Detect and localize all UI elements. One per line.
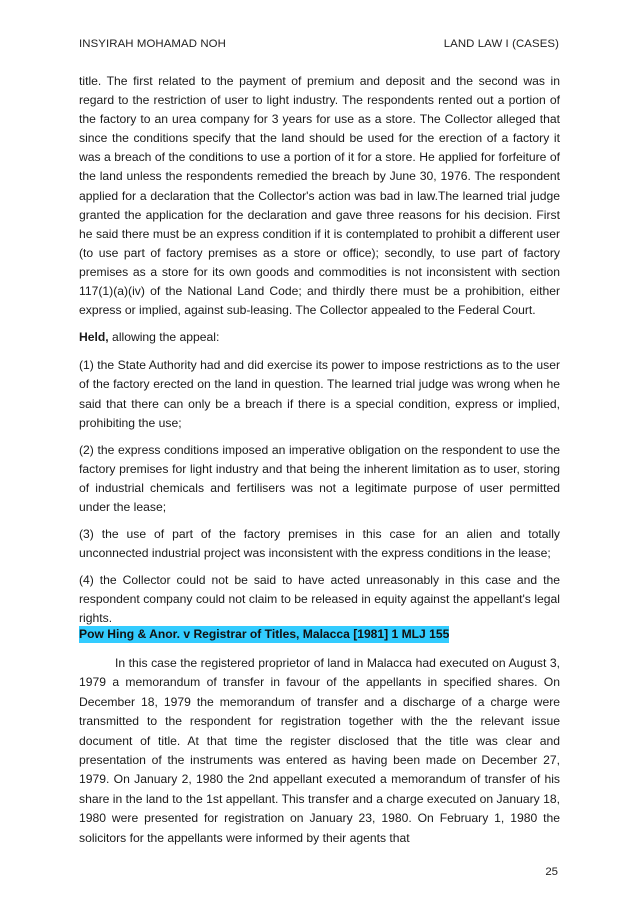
holding-4: (4) the Collector could not be said to have acted unreasonably in this case and the respondent company could not claim to be released in equity against the appellant's legal rights.: [79, 573, 560, 626]
header-author: INSYIRAH MOHAMAD NOH: [79, 38, 226, 50]
holding-2: (2) the express conditions imposed an imperative obligation on the respondent to use the factory premises for light industry and that being the inherent limitation as to user, storing of industrial chemicals and fertilisers was not a legitimate purpose of user permitted under the lease;: [79, 442, 560, 514]
header-subject: LAND LAW I (CASES): [443, 38, 559, 50]
case-heading: [79, 626, 449, 642]
page-number: 25: [545, 866, 558, 878]
intro-paragraph: title. The first related to the payment of premium and deposit and the second was in regard to the restriction of user to light industry. The respondents rented out a portion of the factory to an urea company for 3 years for use as a store. The Collector alleged that since the conditions specify that the land should be used for the erection of a factory it was a breach of the conditions to use a portion of it for a store. He applied for forfeiture of the land unless the respondents remedied the breach by June 30, 1976. The respondent applied for a declaration that the Collector's action was bad in law.The learned trial judge granted the application for the declaration and gave three reasons for his decision. First he said there must be an express condition if it is contemplated to prohibit a different user (to use part of factory premises as a store or office); secondly, to use part of factory premises as a store for its own goods and commodities is not inconsistent with section 117(1)(a)(iv) of the National Land Code; and thirdly there must be a prohibition, either express or implied, against sub-leasing. The Collector appealed to the Federal Court.: [79, 74, 560, 318]
case-heading-text: Pow Hing & Anor. v Registrar of Titles, Malacca [1981] 1 MLJ 155: [79, 627, 450, 641]
case-body: [79, 654, 560, 848]
held-label: Held,: [79, 330, 109, 345]
held-line: [79, 328, 560, 347]
holding-3: (3) the use of part of the factory premises in this case for an alien and totally unconnected industrial project was inconsistent with the express conditions in the lease;: [79, 527, 560, 561]
held-rest: allowing the appeal:: [108, 330, 220, 345]
body-text: [79, 72, 560, 637]
running-header: [79, 38, 559, 54]
case-paragraph: In this case the registered proprietor of land in Malacca had executed on August 3, 1979 a memorandum of transfer in favour of the appellants in specified shares. On December 18, 1979 the memorandum of transfer and a discharge of a charge were transmitted to the respondent for registration together with the the relevant issue document of title. At that time the register disclosed that the title was clear and presentation of the instruments was entered as having been made on December 27, 1979. On January 2, 1980 the 2nd appellant executed a memorandum of transfer of his share in the land to the 1st appellant. This transfer and a charge executed on January 18, 1980 were presented for registration on January 23, 1980. On February 1, 1980 the solicitors for the appellants were informed by their agents that: [79, 656, 560, 845]
holding-1: (1) the State Authority had and did exercise its power to impose restrictions as to the user of the factory erected on the land in question. The learned trial judge was wrong when he said that there can only be a breach if there is a special condition, express or implied, prohibiting the use;: [79, 358, 560, 430]
